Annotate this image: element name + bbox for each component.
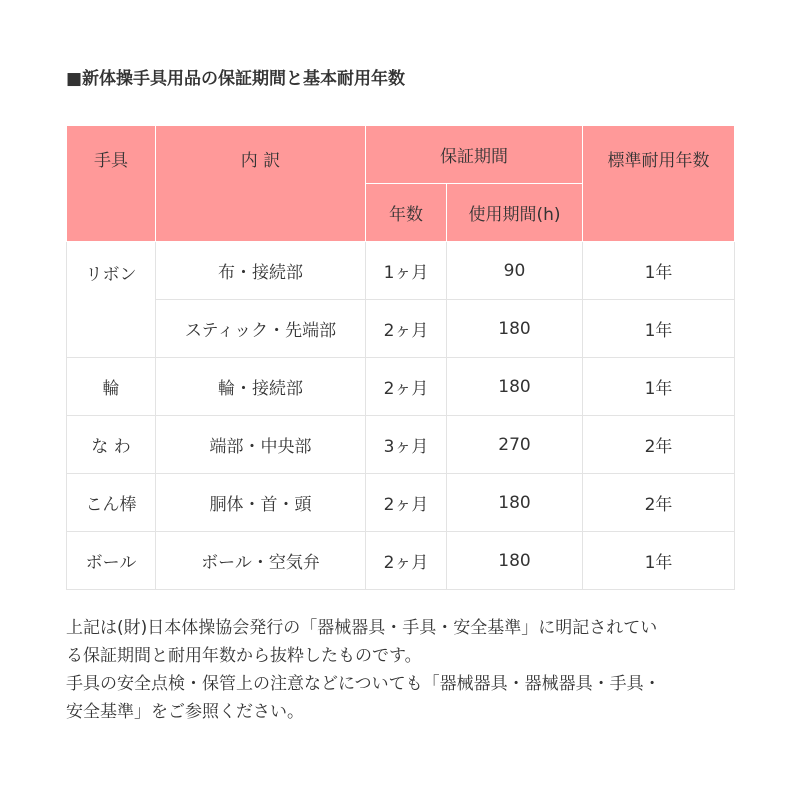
warranty-table (66, 125, 735, 590)
cell-detail: 輪・接続部 (156, 358, 366, 416)
footnote-text (66, 614, 734, 726)
cell-hours: 180 (447, 532, 583, 590)
header-lifespan: 標準耐用年数 (583, 126, 735, 242)
footnote-line: 上記は(財)日本体操協会発行の「器械器具・手具・安全基準」に明記されてい (66, 618, 658, 638)
table-row (67, 474, 735, 532)
table-row (67, 532, 735, 590)
page-title: ■新体操手具用品の保証期間と基本耐用年数 (66, 69, 406, 89)
cell-lifespan: 2年 (583, 416, 735, 474)
cell-detail: 胴体・首・頭 (156, 474, 366, 532)
header-warranty: 保証期間 (366, 126, 583, 184)
cell-lifespan: 1年 (583, 242, 735, 300)
cell-hours: 90 (447, 242, 583, 300)
cell-detail: 端部・中央部 (156, 416, 366, 474)
cell-years: 1ヶ月 (366, 242, 447, 300)
cell-lifespan: 1年 (583, 358, 735, 416)
cell-lifespan: 1年 (583, 532, 735, 590)
footnote-line: る保証期間と耐用年数から抜粋したものです。 (66, 646, 422, 666)
cell-detail: ボール・空気弁 (156, 532, 366, 590)
cell-tool: な わ (67, 416, 156, 474)
cell-years: 2ヶ月 (366, 300, 447, 358)
cell-hours: 270 (447, 416, 583, 474)
header-warranty-years: 年数 (366, 184, 447, 242)
cell-tool: ボール (67, 532, 156, 590)
cell-hours: 180 (447, 358, 583, 416)
cell-years: 2ヶ月 (366, 358, 447, 416)
cell-hours: 180 (447, 300, 583, 358)
cell-hours: 180 (447, 474, 583, 532)
table-row (67, 242, 735, 300)
header-detail: 内 訳 (156, 126, 366, 242)
header-warranty-hours: 使用期間(h) (447, 184, 583, 242)
header-tool: 手具 (67, 126, 156, 242)
table-row (67, 416, 735, 474)
cell-tool: こん棒 (67, 474, 156, 532)
footnote-line: 安全基準」をご参照ください。 (66, 702, 304, 722)
table-row (67, 300, 735, 358)
cell-years: 3ヶ月 (366, 416, 447, 474)
cell-years: 2ヶ月 (366, 532, 447, 590)
cell-tool: 輪 (67, 358, 156, 416)
cell-lifespan: 2年 (583, 474, 735, 532)
cell-years: 2ヶ月 (366, 474, 447, 532)
cell-tool: リボン (67, 242, 156, 358)
cell-detail: スティック・先端部 (156, 300, 366, 358)
cell-lifespan: 1年 (583, 300, 735, 358)
cell-detail: 布・接続部 (156, 242, 366, 300)
footnote-line: 手具の安全点検・保管上の注意などについても「器械器具・器械器具・手具・ (66, 674, 661, 694)
table-row (67, 358, 735, 416)
